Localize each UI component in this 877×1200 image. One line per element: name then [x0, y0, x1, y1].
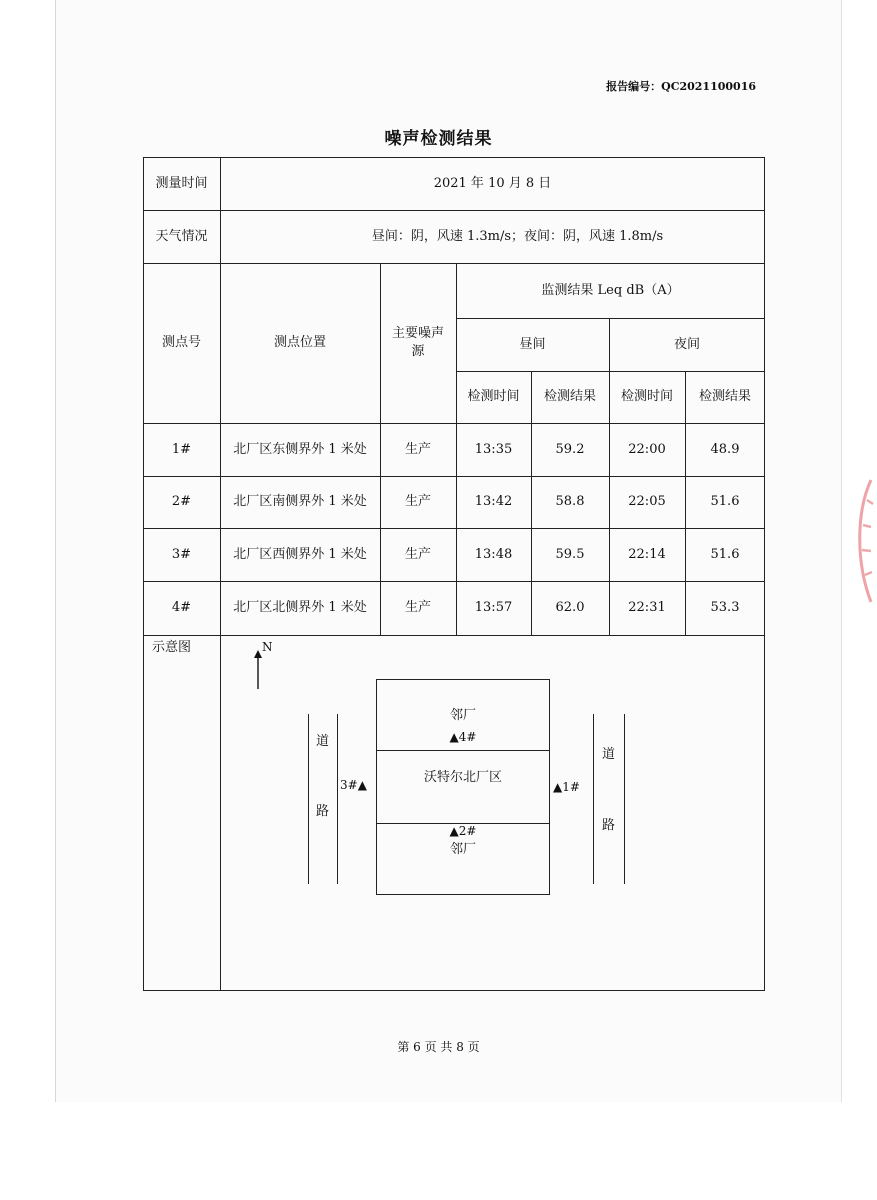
road-left-char-1: 道	[316, 734, 330, 749]
seal-stamp	[827, 470, 877, 610]
weather-value: 昼间：阴，风速 1.3m/s；夜间：阴，风速 1.8m/s	[371, 228, 664, 244]
report-number: 报告编号：QC2021100016	[606, 80, 756, 93]
point-3-marker: 3#▲	[340, 778, 367, 792]
arrow-up-icon	[252, 650, 266, 690]
cell-day-time: 13:42	[474, 494, 513, 510]
cell-source: 生产	[404, 546, 431, 562]
point-4-marker: ▲4#	[449, 730, 477, 744]
cell-night-value: 51.6	[710, 546, 740, 562]
time-label: 测量时间	[155, 175, 208, 191]
header-day: 昼间	[519, 336, 546, 352]
header-point-no: 测点号	[161, 335, 201, 351]
cell-day-value: 58.8	[555, 494, 585, 510]
cell-day-value: 59.2	[555, 441, 585, 457]
page-number: 第 6 页 共 8 页	[397, 1040, 480, 1054]
header-point-location: 测点位置	[273, 335, 326, 351]
header-night: 夜间	[673, 336, 700, 352]
main-plant-area: 沃特尔北厂区	[423, 770, 502, 785]
neighbor-plant-bottom: 邻厂	[449, 842, 476, 857]
point-2-marker: ▲2#	[449, 824, 477, 838]
cell-location: 北厂区南侧界外 1 米处	[233, 494, 367, 510]
cell-source: 生产	[404, 600, 431, 616]
road-right-char-2: 路	[602, 818, 616, 833]
road-left-char-2: 路	[316, 804, 330, 819]
cell-night-value: 53.3	[710, 600, 740, 616]
road-right-char-1: 道	[602, 747, 616, 762]
cell-day-time: 13:48	[474, 546, 513, 562]
cell-location: 北厂区西侧界外 1 米处	[233, 546, 367, 562]
time-value: 2021 年 10 月 8 日	[433, 175, 552, 191]
cell-night-time: 22:00	[628, 441, 666, 457]
weather-label: 天气情况	[155, 228, 208, 244]
page-title: 噪声检测结果	[384, 129, 493, 149]
header-day-time: 检测时间	[467, 389, 520, 405]
cell-location: 北厂区东侧界外 1 米处	[233, 441, 367, 457]
cell-night-time: 22:14	[628, 546, 666, 562]
cell-night-value: 48.9	[710, 441, 740, 457]
cell-point: 2#	[171, 494, 192, 510]
cell-point: 3#	[171, 546, 192, 562]
cell-day-value: 62.0	[555, 600, 585, 616]
cell-source: 生产	[404, 441, 431, 457]
header-night-time: 检测时间	[620, 389, 673, 405]
cell-day-time: 13:35	[474, 441, 513, 457]
point-1-marker: ▲1#	[553, 780, 580, 794]
cell-point: 1#	[171, 441, 192, 457]
header-noise-source: 主要噪声源	[391, 326, 444, 359]
cell-point: 4#	[171, 600, 192, 616]
cell-day-time: 13:57	[474, 600, 513, 616]
cell-day-value: 59.5	[555, 546, 585, 562]
cell-location: 北厂区北侧界外 1 米处	[233, 600, 367, 616]
diagram-label: 示意图	[152, 640, 192, 655]
cell-source: 生产	[404, 494, 431, 510]
cell-night-value: 51.6	[710, 494, 740, 510]
header-night-result: 检测结果	[698, 389, 751, 405]
header-day-result: 检测结果	[543, 389, 596, 405]
cell-night-time: 22:31	[628, 600, 666, 616]
north-label: N	[262, 640, 273, 654]
neighbor-plant-top: 邻厂	[449, 708, 476, 723]
cell-night-time: 22:05	[628, 494, 666, 510]
header-result-group: 监测结果 Leq dB（A）	[541, 282, 680, 298]
